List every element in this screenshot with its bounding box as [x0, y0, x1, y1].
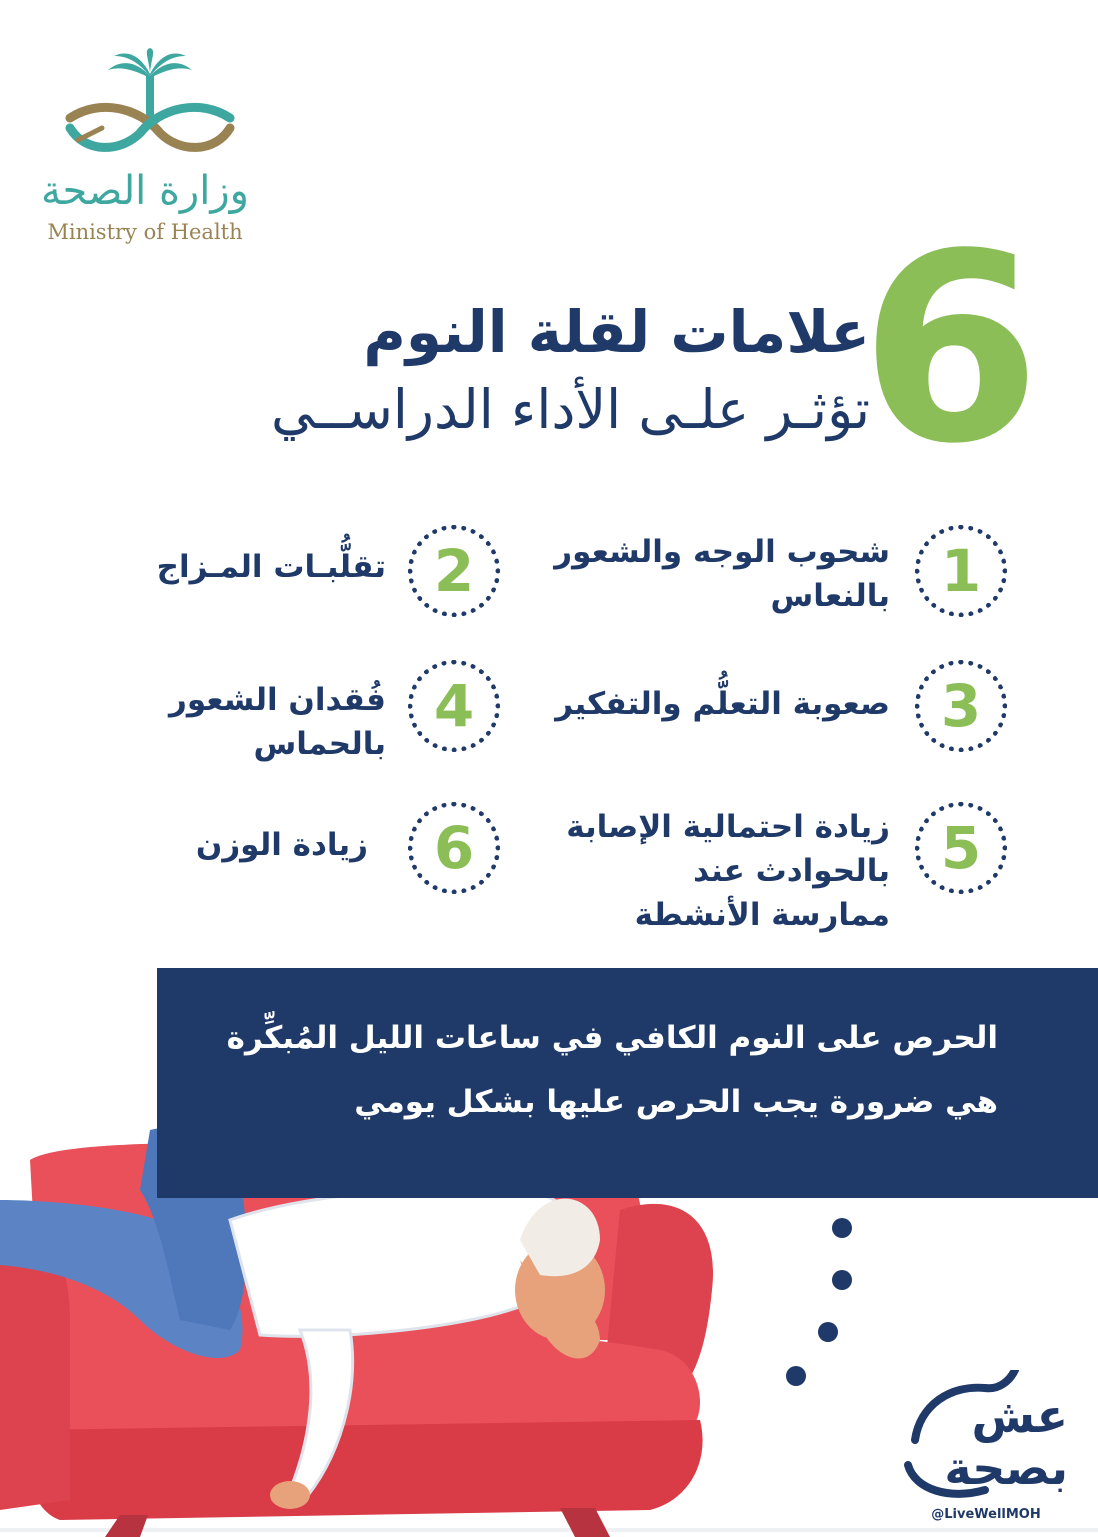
sign-3-number-badge [915, 660, 1007, 752]
social-handle: @LiveWellMOH [931, 1507, 1041, 1522]
sign-2-number-badge [408, 525, 500, 617]
sign-6-text: زيادة الوزن [195, 827, 368, 863]
live-well-brand [890, 1370, 1080, 1530]
sign-1-number: 1 [940, 537, 982, 605]
sign-5-number-badge [915, 802, 1007, 894]
sign-4-number: 4 [433, 672, 475, 740]
thought-dot-icon [818, 1322, 838, 1342]
brand-line-2: بصحة [944, 1441, 1068, 1495]
sofa-base [26, 1420, 702, 1520]
brand-line-1: عش [971, 1389, 1068, 1443]
thought-dot-icon [832, 1270, 852, 1290]
logo-english-name: Ministry of Health [47, 220, 243, 244]
sign-4-text: فُقدان الشعور بالحماس [169, 682, 386, 762]
sign-6-number-badge [408, 802, 500, 894]
ministry-logo [30, 48, 270, 248]
sign-2-number: 2 [433, 537, 475, 605]
sign-6-number: 6 [433, 814, 475, 882]
thought-dot-icon [832, 1218, 852, 1238]
header-big-number: 6 [860, 199, 1041, 501]
sign-2-text: تقلُّبـات المـزاج [156, 549, 386, 585]
sign-4-number-badge [408, 660, 500, 752]
thought-dot-icon [786, 1366, 806, 1386]
advice-line-2: هي ضرورة يجب الحرص عليها بشكل يومي [354, 1084, 998, 1120]
page-title: علامات لقلة النوم [363, 298, 870, 366]
logo-arabic-name: وزارة الصحة [41, 168, 249, 214]
sign-5-text: زيادة احتمالية الإصابة بالحوادث عند ممارسة الأنشطة [566, 809, 890, 933]
sign-3-number: 3 [940, 672, 982, 740]
page-subtitle: تؤثـر علـى الأداء الدراســي [270, 378, 870, 441]
palm-swords-emblem-icon [30, 48, 270, 168]
advice-line-1: الحرص على النوم الكافي في ساعات الليل المُبكِّرة [226, 1020, 998, 1056]
sign-5-number: 5 [940, 814, 982, 882]
sign-1-number-badge [915, 525, 1007, 617]
sign-1-text: شحوب الوجه والشعور بالنعاس [554, 534, 890, 614]
advice-banner [157, 968, 1098, 1198]
sign-3-text: صعوبة التعلُّم والتفكير [555, 686, 890, 722]
advice-text [227, 1006, 998, 1134]
